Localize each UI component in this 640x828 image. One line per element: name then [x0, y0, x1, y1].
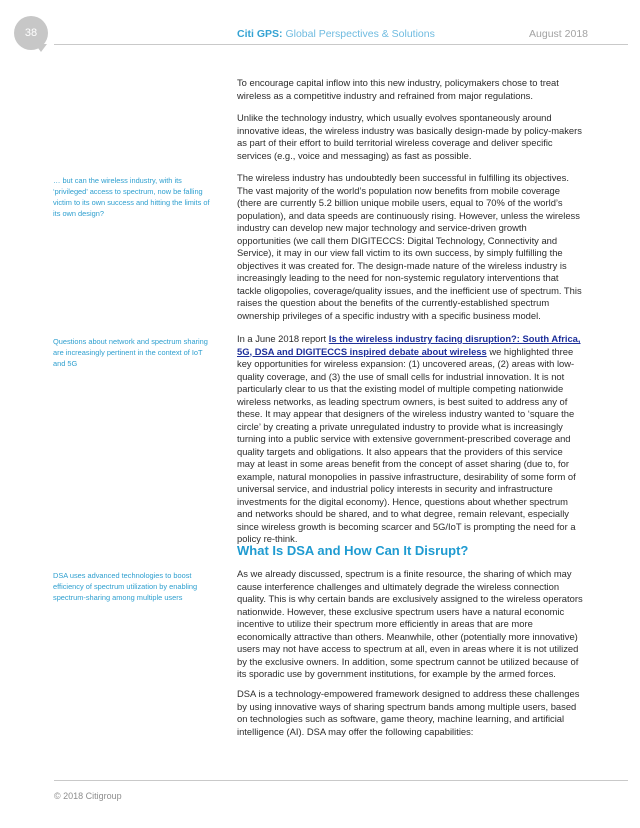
sidebar-note-success: … but can the wireless industry, with its ‘privileged’ access to spectrum, now be falling victim to its own success and hitting the limits of its own design? — [53, 176, 210, 218]
header-brand: Citi GPS: — [237, 28, 283, 40]
paragraph-capital-inflow: To encourage capital inflow into this new industry, policymakers chose to treat wireless as a competitive industry and refrained from major regulations. — [237, 77, 559, 101]
paragraph-objectives: The wireless industry has undoubtedly been successful in fulfilling its objectives. The vast majority of the world’s population now benefits from mobile coverage (there are currently 5.2 billion unique mobile users, equal to 70% of the world’s population), and data speeds are continuously rising. However, unless the wireless industry can develop new major technology and service-driven growth opportunities (we call them DIGITECCS: Digital Technology, Connectivity and Service), it may in our view fall victim to its own success, by simply fulfilling the objectives it was created for. The design-made nature of the wireless industry is increasingly leading to the need for non-systemic regulatory interventions that tackle oligopolies, coverage/quality issues, and the inefficient use of spectrum. This raises the question about the benefits of the currently-established spectrum ownership privileges of a specific industry with a specific business model. — [237, 172, 582, 321]
header-subtitle: Global Perspectives & Solutions — [285, 28, 435, 40]
header-divider — [54, 44, 628, 45]
page-badge-pointer-icon — [35, 44, 47, 52]
footer-copyright: © 2018 Citigroup — [54, 791, 122, 801]
sidebar-note-dsa: DSA uses advanced technologies to boost efficiency of spectrum utilization by enabling spectrum-sharing among multiple users — [53, 571, 198, 602]
page-number-badge: 38 — [14, 16, 48, 50]
paragraph-design-made: Unlike the technology industry, which usually evolves spontaneously around innovative ideas, the wireless industry was basically design-made by policy-makers as part of their effort to build territorial wireless coverage and deliver specific services (e.g., voice and messaging) as fast as possible. — [237, 112, 582, 161]
section-heading: What Is DSA and How Can It Disrupt? — [237, 543, 469, 558]
report-link[interactable]: Is the wireless industry facing disruption?: South Africa, 5G, DSA and DIGITECCS inspired debate about wireless — [237, 333, 581, 357]
header-date: August 2018 — [529, 28, 588, 40]
paragraph-june-report-body: we highlighted three key opportunities for wireless expansion: (1) uncovered areas, (2) areas with low-quality coverage, and (3) the use of small cells for industrial innovation. It is not particularly clear to us that the existing model of multiple competing nationwide wireless networks, as leading spectrum owners, is best suited to address any of these. It may appear that designers of the wireless industry wanted to ‘square the circle’ by creating a private unregulated industry to provide what is increasingly turning into a public service with extensive government-prescribed coverage and quality targets and obligations. It also appears that the providers of this service may at least in some areas benefit from the concept of asset sharing (due to, for example, natural monopolies in passive infrastructure, desirability of some form of universal service, and industrial policy interests in security and infrastructure investments for the digital economy). Hence, questions about whether spectrum and networks should be shared, and to what degree, remain relevant, especially since wireless growth is becoming scarcer and 5G/IoT is prompting the need for a policy re-think. — [237, 345, 576, 544]
running-header — [237, 28, 435, 40]
paragraph-finite-resource: As we already discussed, spectrum is a finite resource, the sharing of which may cause interference challenges and ultimately degrade the wireless connection quality. This is why certain bands are exclusively assigned to the wireless operators nationwide. However, these exclusive spectrum users have a natural economic incentive to utilize their spectrum more efficiently in areas that are more economically attractive than others. Meanwhile, other (potentially more innovative) users may not have access to spectrum at all, even in areas where it is not utilized by the exclusive owners. In addition, some spectrum cannot be utilized because of its sporadic use by government institutions, for example by the armed forces. — [237, 568, 583, 679]
paragraph-june-report — [237, 333, 583, 546]
paragraph-dsa-framework: DSA is a technology-empowered framework designed to address these challenges by using innovative ways of sharing spectrum bands among multiple users, based on technologies such as software, game theory, machine learning, and artificial intelligence (AI). DSA may offer the following capabilities: — [237, 688, 580, 737]
footer-divider — [54, 780, 628, 781]
paragraph-june-report-intro: In a June 2018 report — [237, 333, 329, 344]
sidebar-note-sharing: Questions about network and spectrum sharing are increasingly pertinent in the context of IoT and 5G — [53, 337, 208, 368]
